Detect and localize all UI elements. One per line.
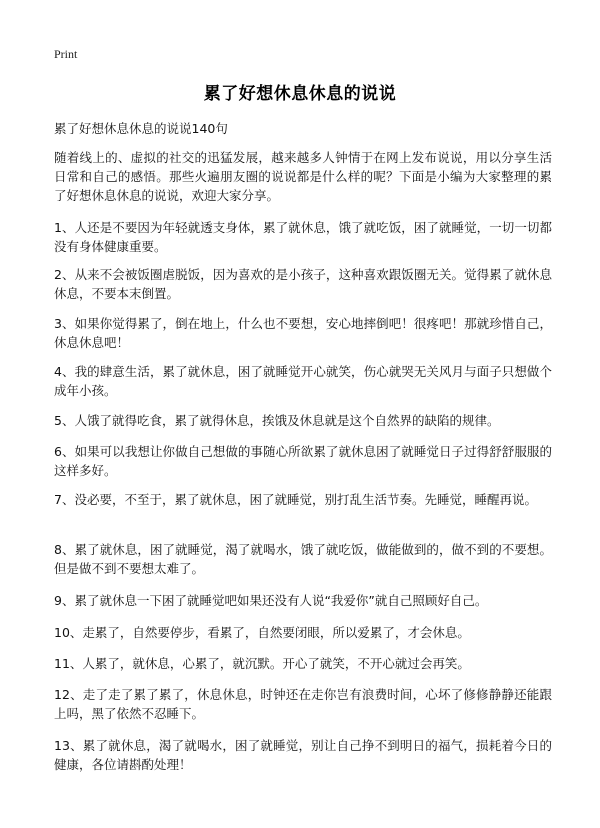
intro-paragraph: 随着线上的、虚拟的社交的迅猛发展，越来越多人钟情于在网上发布说说，用以分享生活日常和自己的感悟。那些火遍朋友圈的说说都是什么样的呢？下面是小编为大家整理的累了好想休息休息的说说，欢迎大家分享。 — [54, 150, 552, 203]
list-item: 11、人累了，就休息，心累了，就沉默。开心了就笑，不开心就过会再笑。 — [54, 656, 470, 671]
list-item: 6、如果可以我想让你做自己想做的事随心所欲累了就休息困了就睡觉日子过得舒舒服服的这样多好。 — [54, 444, 552, 478]
list-item: 4、我的肆意生活，累了就休息，困了就睡觉开心就笑，伤心就哭无关风月与面子只想做个成年小孩。 — [54, 364, 552, 398]
list-item: 10、走累了，自然要停步，看累了，自然要闭眼，所以爱累了，才会休息。 — [54, 625, 470, 640]
list-item: 8、累了就休息，困了就睡觉，渴了就喝水，饿了就吃饭，做能做到的，做不到的不要想。但是做不到不要想太难了。 — [54, 542, 552, 576]
print-label: Print — [54, 47, 78, 61]
list-item: 9、累了就休息一下困了就睡觉吧如果还没有人说“我爱你”就自己照顾好自己。 — [54, 593, 488, 608]
list-item: 13、累了就休息，渴了就喝水，困了就睡觉，别让自己挣不到明日的福气，损耗着今日的健康，各位请斟酌处理！ — [54, 738, 552, 772]
list-item: 1、人还是不要因为年轻就透支身体，累了就休息，饿了就吃饭，困了就睡觉，一切一切都没有身体健康重要。 — [54, 220, 552, 254]
list-item: 12、走了走了累了累了，休息休息，时钟还在走你岂有浪费时间，心坏了修修静静还能跟上吗，黑了依然不忍睡下。 — [54, 687, 552, 721]
list-item: 5、人饿了就得吃食，累了就得休息，挨饿及休息就是这个自然界的缺陷的规律。 — [54, 413, 500, 428]
list-item: 3、如果你觉得累了，倒在地上，什么也不要想，安心地摔倒吧！很疼吧！那就珍惜自己，休息休息吧！ — [54, 316, 552, 350]
page-title: 累了好想休息休息的说说 — [203, 84, 397, 104]
list-item: 2、从来不会被饭圈虐脱饭，因为喜欢的是小孩子，这种喜欢跟饭圈无关。觉得累了就休息休息，不要本末倒置。 — [54, 267, 552, 301]
list-item: 7、没必要，不至于，累了就休息，困了就睡觉，别打乱生活节奏。先睡觉，睡醒再说。 — [54, 492, 537, 507]
document-subtitle: 累了好想休息休息的说说140句 — [54, 121, 228, 136]
